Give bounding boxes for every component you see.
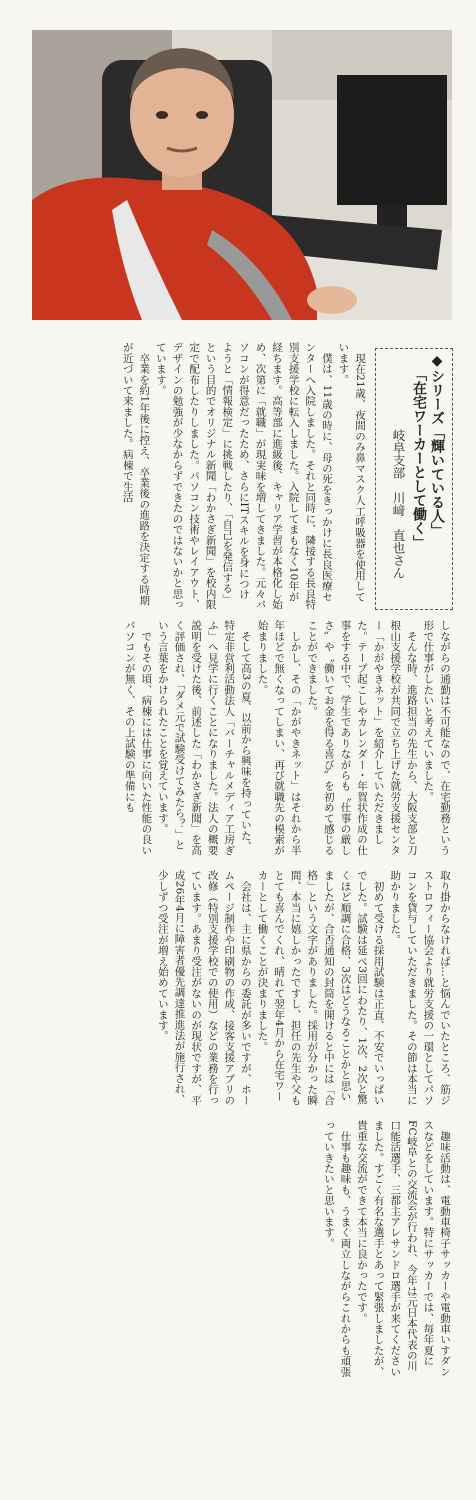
body-column-3: 取り掛からなければ…と悩んでいたところ、筋ジストロフィー協会より就労支援の一環としてパソコンを貸与していただきました。その節は本当に助かりました。 初めて受ける採用試験は正直、不安でいっぱいでした。試験は延べ3回にわたり、1次、2次と驚くほど順調に合格、3次はどうなることかと思いましたが、合否通知の封筒を開けると中には「合格」という文字がありました。採用が分かった瞬間、本当に嬉しかったですし、担任の先生や父もとても喜んでくれ、晴れて翌年4月から在宅ワーカーとして働くことが決まりました。 会社は、主に県からの委託が多いですが、ホームページ制作や印刷物の作成、接客支援アプリの改修（特別支援学校での使用）などの業務を行っています。あまり受注がないのが現状ですが、平成26年4月に障害者優先調達推進法が施行され、少しずつ受注が増え始めています。 [156,870,451,1106]
article-subtitle: 「在宅ワーカーとして働く」 [411,367,427,549]
body-column-2: しながらの通勤は不可能なので、在宅勤務という形で仕事がしたいと考えていました。 そんな時、進路担当の先生から、大阪支部と刀根山支援学校が共同で立ち上げた就労支援センター「かがやきネット」を紹介していただきました。テープ起こしやカレンダー・年賀状作成の仕事をする中で、学生でありながらも〝仕事の厳しさ〟や〝働いてお金を得る喜び〟を初めて感じることができました。 しかし、その「かがやきネット」はそれから半年ほどで無くなってしまい、再び就職先の模索が始まりました。 そして高3の夏、以前から興味を持っていた、特定非営利活動法人「バーチャルメディア工房ぎふ」へ見学に行くことになりました。法人の概要説明を受けた後、前述した「わかさぎ新聞」を高く評価され、「ダメ元で試験受けてみたら？」という言葉をかけられたことを覚えています。 でもその頃、病棟には仕事に向いた性能の良いパソコンが無く、その上試験の準備にも [123,620,451,856]
article-heading [375,348,453,610]
series-title: ◆シリーズ「輝いている人」 [429,353,445,537]
portrait-photo [32,30,452,320]
body-column-4: 趣味活動は、電動車椅子サッカーや電動車いすダンスなどをしています。特にサッカーでは、毎年夏にFC岐阜との交流会が行われ、今年は元日本代表の川口能活選手、三都主アレサンドロ選手が来てくださいました。すごく有名な選手とあって緊張しましたが、貴重な交流ができて本当に良かったです。 仕事も趣味も、うまく両立しながらこれからも頑張っていきたいと思います。 [322,1120,451,1377]
body-column-1: 現在21歳、夜間のみ鼻マスク人工呼吸器を使用しています。 僕は、11歳の時に、母の死をきっかけに長良医療センターへ入院しました。それと同時に、隣接する長良特別支援学校に転入しました。入院してまもなく10年が経ちます。高等部に進級後、キャリア学習が本格化し始め、次第に「就職」が現実味を増してきました。元々パソコンが得意だったため、さらにITスキルを身につけようと「情報検定」に挑戦したり、「自己を発信する」という目的でオリジナル新聞「わかさぎ新聞」を校内限定で配布したりしました。パソコン技術やレイアウト、デザインの勉強が少なからずできたのではないかと思っています。 卒業を約1年後に控え、卒業後の進路を決定する時期が近づいて来ました。病棟で生活 [121,342,366,610]
author-byline: 岐阜支部 川﨑 直也さん [391,429,406,579]
person-at-computer-icon [32,30,452,320]
